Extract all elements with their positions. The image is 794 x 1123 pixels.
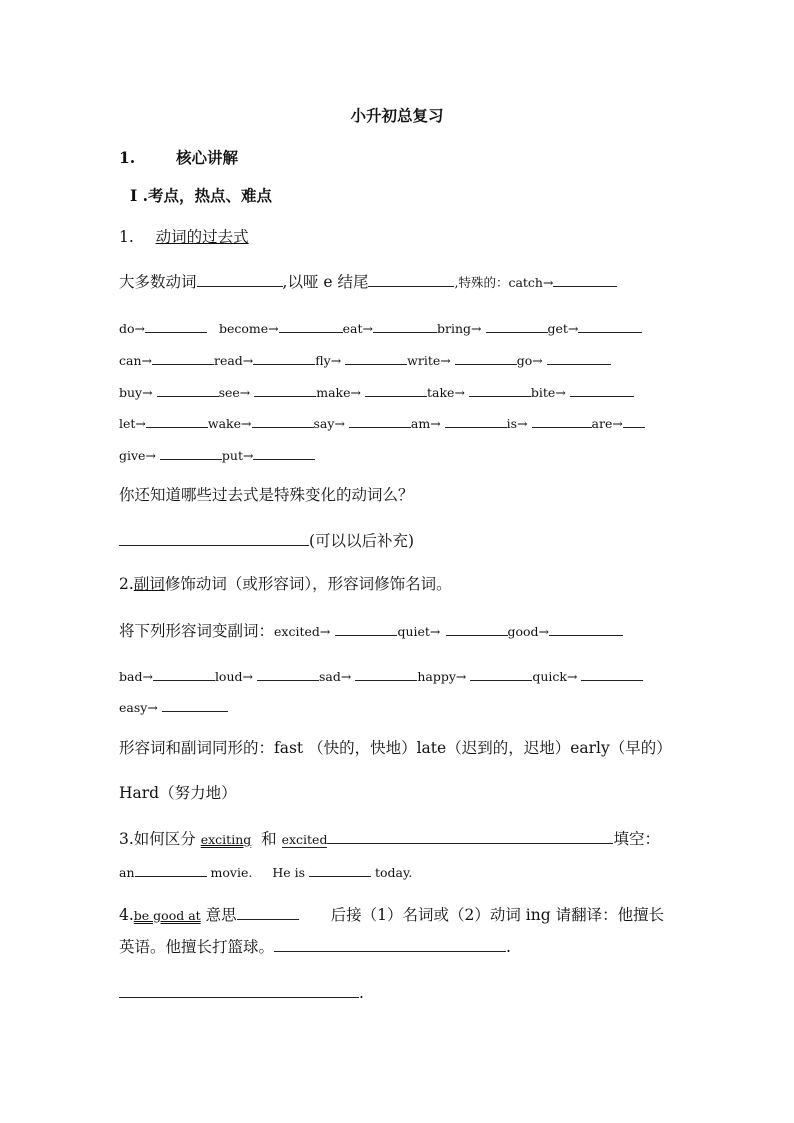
blank[interactable] bbox=[345, 351, 407, 365]
topic-be-good-at-line2 bbox=[119, 938, 511, 956]
topic-past-tense bbox=[119, 230, 249, 246]
period: . bbox=[506, 938, 511, 956]
topic-number: 1. bbox=[119, 228, 134, 246]
adj-item: quick→ bbox=[532, 669, 578, 684]
topic-text: 修饰动词（或形容词），形容词修饰名词。 bbox=[164, 575, 452, 593]
blank[interactable] bbox=[146, 414, 208, 428]
section-number: 1. bbox=[119, 148, 136, 167]
blank[interactable] bbox=[549, 622, 623, 636]
verb-item: is→ bbox=[506, 416, 528, 431]
verbs-row-5 bbox=[119, 446, 315, 463]
verb-item: are→ bbox=[591, 416, 623, 431]
phrase-be-good-at: be good at bbox=[133, 908, 201, 923]
verb-item: do→ bbox=[119, 321, 146, 336]
blank[interactable] bbox=[368, 273, 454, 287]
convert-row-3 bbox=[119, 698, 228, 715]
fill-line bbox=[119, 863, 412, 880]
verb-item: buy→ bbox=[119, 385, 153, 400]
blank[interactable] bbox=[253, 446, 315, 460]
convert-label: 将下列形容词变副词： bbox=[119, 622, 275, 640]
verb-item: wake→ bbox=[207, 416, 252, 431]
blank[interactable] bbox=[581, 667, 643, 681]
answer-line bbox=[119, 984, 364, 1002]
verbs-row-4 bbox=[119, 414, 645, 431]
blank[interactable] bbox=[469, 383, 531, 397]
supplement-note: (可以以后补充) bbox=[309, 532, 415, 550]
blank[interactable] bbox=[254, 383, 316, 397]
topic-text: 3.如何区分 bbox=[119, 830, 196, 848]
blank[interactable] bbox=[327, 830, 613, 844]
blank[interactable] bbox=[365, 383, 427, 397]
rule-text-special: ,特殊的：catch→ bbox=[454, 275, 554, 290]
verb-item: make→ bbox=[316, 385, 362, 400]
blank[interactable] bbox=[252, 414, 314, 428]
topic-be-good-at bbox=[119, 906, 664, 924]
section-label: 核心讲解 bbox=[176, 148, 239, 167]
blank[interactable] bbox=[160, 446, 222, 460]
topic-exciting-excited bbox=[119, 830, 660, 848]
blank[interactable] bbox=[349, 414, 411, 428]
blank[interactable] bbox=[145, 319, 207, 333]
blank[interactable] bbox=[335, 622, 397, 636]
blank[interactable] bbox=[152, 351, 214, 365]
blank[interactable] bbox=[237, 906, 299, 920]
blank[interactable] bbox=[197, 273, 283, 287]
blank[interactable] bbox=[309, 863, 371, 877]
topic-text: 后接（1）名词或（2）动词 ing 请翻译：他擅长 bbox=[330, 906, 665, 924]
question-line: 你还知道哪些过去式是特殊变化的动词么？ bbox=[119, 486, 414, 504]
verb-item: take→ bbox=[427, 385, 465, 400]
fill-label: 填空： bbox=[613, 830, 660, 848]
topic-text: 和 bbox=[261, 830, 277, 848]
adj-item: easy→ bbox=[119, 700, 158, 715]
blank[interactable] bbox=[445, 414, 507, 428]
verb-item: give→ bbox=[119, 448, 156, 463]
topic-adverbs bbox=[119, 577, 452, 593]
blank[interactable] bbox=[135, 863, 207, 877]
adj-item: happy→ bbox=[417, 669, 467, 684]
topic-label: 动词的过去式 bbox=[155, 228, 249, 246]
blank[interactable] bbox=[153, 667, 215, 681]
verb-item: become→ bbox=[219, 321, 279, 336]
verbs-row-3 bbox=[119, 383, 634, 400]
subsection-heading: I .考点，热点、难点 bbox=[130, 186, 273, 205]
blank[interactable] bbox=[253, 351, 315, 365]
verb-item: can→ bbox=[119, 353, 152, 368]
verbs-row-1 bbox=[119, 319, 642, 336]
page-title: 小升初总复习 bbox=[350, 106, 444, 125]
verb-item: go→ bbox=[516, 353, 543, 368]
fill-text: an bbox=[119, 865, 135, 880]
hard-line: Hard（努力地） bbox=[119, 784, 237, 802]
word-exciting: exciting bbox=[200, 832, 252, 847]
adj-item: good→ bbox=[507, 624, 550, 639]
rule-line bbox=[119, 273, 617, 291]
section-heading-core bbox=[119, 150, 238, 166]
blank[interactable] bbox=[446, 622, 508, 636]
topic-number: 2. bbox=[119, 575, 134, 593]
blank[interactable] bbox=[486, 319, 548, 333]
verb-item: fly→ bbox=[315, 353, 342, 368]
fill-text: movie. bbox=[210, 865, 253, 880]
blank[interactable] bbox=[553, 273, 617, 287]
blank[interactable] bbox=[623, 414, 645, 428]
adj-item: excited→ bbox=[274, 624, 331, 639]
adj-item: quiet→ bbox=[397, 624, 441, 639]
blank[interactable] bbox=[119, 984, 359, 998]
fill-text: He is bbox=[272, 865, 305, 880]
verb-item: eat→ bbox=[342, 321, 374, 336]
verb-item: put→ bbox=[221, 448, 254, 463]
blank[interactable] bbox=[547, 351, 611, 365]
convert-row-2 bbox=[119, 667, 643, 684]
blank[interactable] bbox=[532, 414, 592, 428]
adj-item: loud→ bbox=[214, 669, 253, 684]
fill-text: today. bbox=[374, 865, 413, 880]
supplement-line bbox=[119, 532, 414, 550]
verb-item: let→ bbox=[119, 416, 146, 431]
same-form-line: 形容词和副词同形的：fast （快的，快地）late（迟到的，迟地）early（早的） bbox=[119, 739, 672, 757]
blank[interactable] bbox=[570, 383, 634, 397]
verb-item: say→ bbox=[313, 416, 345, 431]
blank[interactable] bbox=[119, 532, 309, 546]
blank[interactable] bbox=[470, 667, 532, 681]
verb-item: see→ bbox=[218, 385, 251, 400]
blank[interactable] bbox=[157, 383, 219, 397]
topic-keyword: 副词 bbox=[133, 575, 165, 593]
blank[interactable] bbox=[355, 667, 417, 681]
period: . bbox=[359, 984, 364, 1002]
blank[interactable] bbox=[162, 698, 228, 712]
word-excited: excited bbox=[281, 832, 328, 847]
blank[interactable] bbox=[455, 351, 517, 365]
verb-item: bring→ bbox=[437, 321, 482, 336]
adj-item: bad→ bbox=[119, 669, 153, 684]
verb-item: write→ bbox=[407, 353, 451, 368]
blank[interactable] bbox=[373, 319, 437, 333]
blank[interactable] bbox=[578, 319, 642, 333]
topic-number: 4. bbox=[119, 906, 134, 924]
convert-row-1 bbox=[119, 622, 623, 640]
rule-text-silent-e: ,以哑 e 结尾 bbox=[282, 273, 369, 291]
verbs-row-2 bbox=[119, 351, 611, 368]
blank[interactable] bbox=[274, 938, 506, 952]
adj-item: sad→ bbox=[318, 669, 352, 684]
blank[interactable] bbox=[257, 667, 319, 681]
verb-item: am→ bbox=[410, 416, 441, 431]
verb-item: read→ bbox=[213, 353, 254, 368]
verb-item: bite→ bbox=[530, 385, 566, 400]
topic-text: 意思 bbox=[205, 906, 237, 924]
topic-text: 英语。他擅长打篮球。 bbox=[119, 938, 275, 956]
verb-item: get→ bbox=[547, 321, 579, 336]
blank[interactable] bbox=[279, 319, 343, 333]
rule-text-regular: 大多数动词 bbox=[119, 273, 197, 291]
